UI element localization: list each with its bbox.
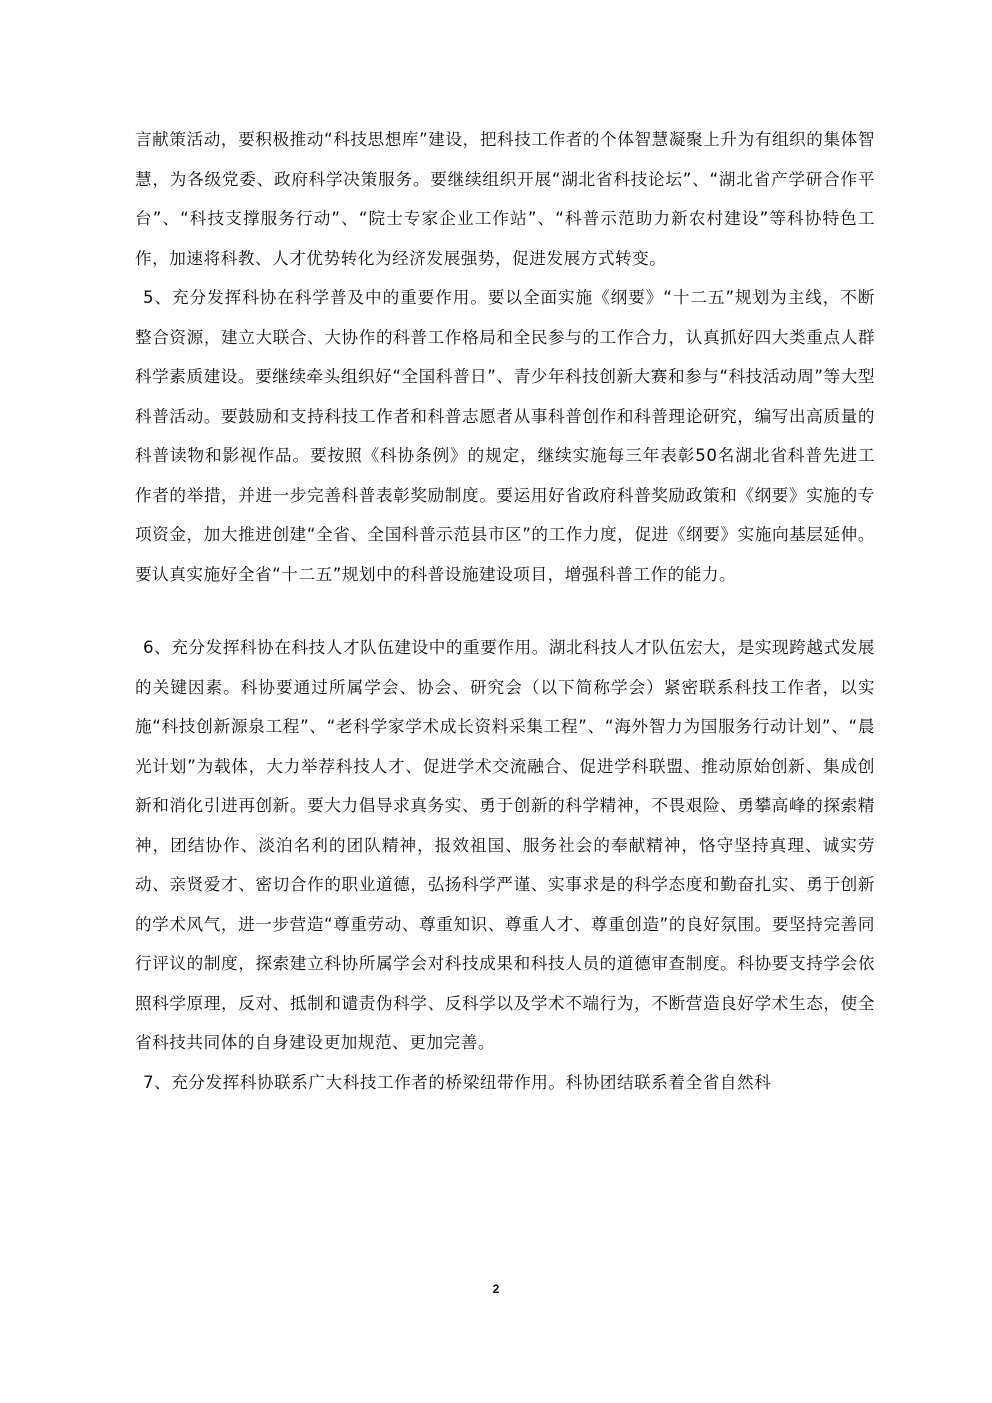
paragraph-item-6: 6、充分发挥科协在科技人才队伍建设中的重要作用。湖北科技人才队伍宏大，是实现跨越式发展的关键因素。科协要通过所属学会、协会、研究会（以下简称学会）紧密联系科技工作者，以实施“科技创新源泉工程”、“老科学家学术成长资料采集工程”、“海外智力为国服务行动计划”、“晨光计划”为载体，大力举荐科技人才、促进学术交流融合、促进学科联盟、推动原始创新、集成创新和消化引进再创新。要大力倡导求真务实、勇于创新的科学精神，不畏艰险、勇攀高峰的探索精神，团结协作、淡泊名利的团队精神，报效祖国、服务社会的奉献精神，恪守坚持真理、诚实劳动、亲贤爱才、密切合作的职业道德，弘扬科学严谨、实事求是的科学态度和勤奋扎实、勇于创新的学术风气，进一步营造“尊重劳动、尊重知识、尊重人才、尊重创造”的良好氛围。要坚持完善同行评议的制度，探索建立科协所属学会对科技成果和科技人员的道德审查制度。科协要支持学会依照科学原理，反对、抵制和谴责伪科学、反科学以及学术不端行为，不断营造良好学术生态，使全省科技共同体的自身建设更加规范、更加完善。	[135, 638, 875, 1052]
body-text	[135, 120, 875, 1102]
paragraph-item-7: 7、充分发挥科协联系广大科技工作者的桥梁纽带作用。科协团结联系着全省自然科	[143, 1072, 772, 1092]
paragraph-gap	[135, 594, 875, 628]
paragraph-continuation: 言献策活动，要积极推动“科技思想库”建设，把科技工作者的个体智慧凝聚上升为有组织的集体智慧，为各级党委、政府科学决策服务。要继续组织开展“湖北省科技论坛”、“湖北省产学研合作平台”、“科技支撑服务行动”、“院士专家企业工作站”、“科普示范助力新农村建设”等科协特色工作，加速将科教、人才优势转化为经济发展强势，促进发展方式转变。	[135, 130, 875, 268]
page-number: 2	[492, 1282, 500, 1296]
paragraph-item-5: 5、充分发挥科协在科学普及中的重要作用。要以全面实施《纲要》“十二五”规划为主线，不断整合资源，建立大联合、大协作的科普工作格局和全民参与的工作合力，认真抓好四大类重点人群科学素质建设。要继续牵头组织好“全国科普日”、青少年科技创新大赛和参与“科技活动周”等大型科普活动。要鼓励和支持科技工作者和科普志愿者从事科普创作和科普理论研究，编写出高质量的科普读物和影视作品。要按照《科协条例》的规定，继续实施每三年表彰50名湖北省科普先进工作者的举措，并进一步完善科普表彰奖励制度。要运用好省政府科普奖励政策和《纲要》实施的专项资金，加大推进创建“全省、全国科普示范县市区”的工作力度，促进《纲要》实施向基层延伸。要认真实施好全省“十二五”规划中的科普设施建设项目，增强科普工作的能力。	[135, 288, 875, 584]
